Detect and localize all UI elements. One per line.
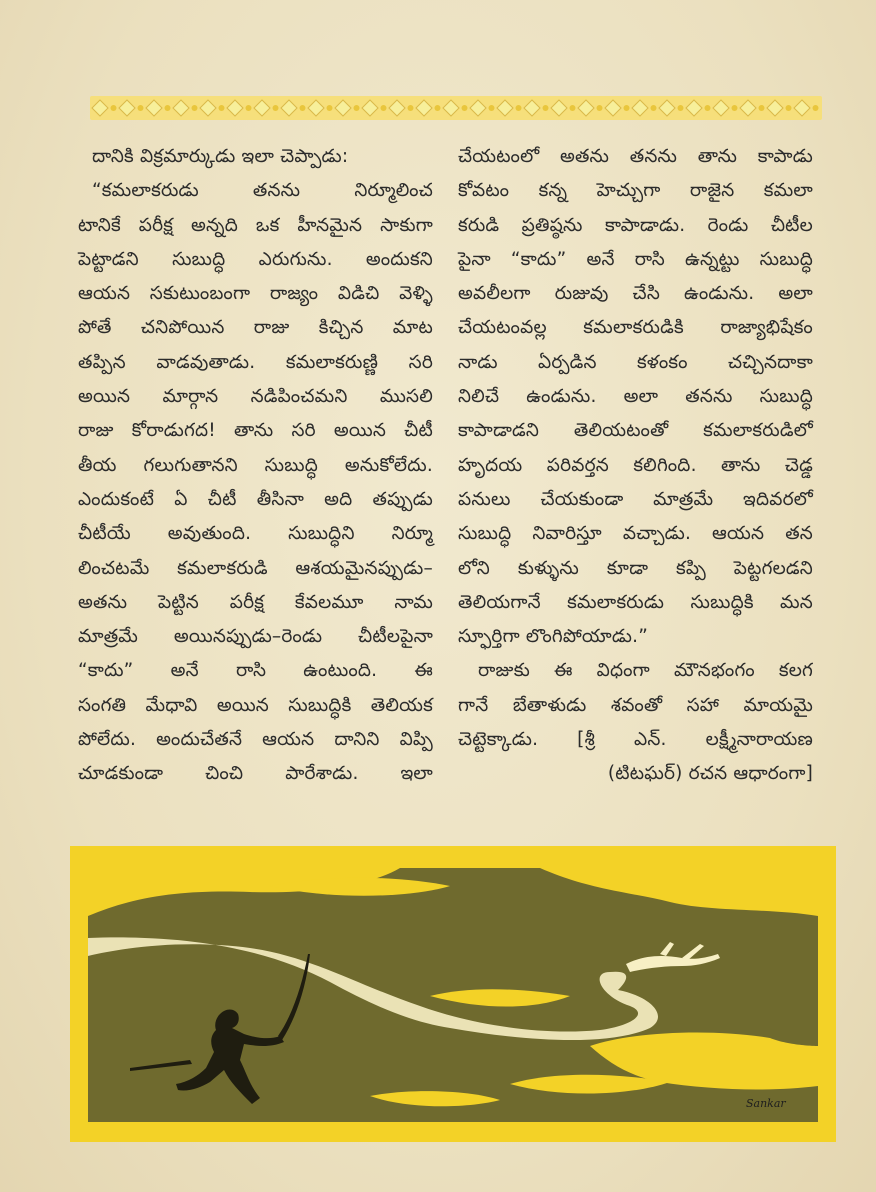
text-line: పెట్టాడని సుబుద్ధి ఎరుగును. అందుకని <box>78 248 433 270</box>
text-line: “కమలాకరుడు తనను నిర్మూలించ <box>92 180 433 202</box>
border-diamond <box>119 100 135 116</box>
border-dot <box>624 105 630 111</box>
illustration-art <box>70 846 836 1142</box>
text-line: పనులు చేయకుండా మాత్రమే ఇదివరలో <box>458 488 813 510</box>
border-diamond <box>740 100 756 116</box>
border-diamond <box>794 100 810 116</box>
text-line: “కాదు” అనే రాసి ఉంటుంది. ఈ <box>78 660 433 682</box>
border-diamond <box>281 100 297 116</box>
border-dot <box>219 105 225 111</box>
border-diamond <box>200 100 216 116</box>
border-dot <box>651 105 657 111</box>
border-dot <box>246 105 252 111</box>
border-dot <box>165 105 171 111</box>
left-text-column <box>78 140 433 792</box>
text-line: తెలియగానే కమలాకరుడు సుబుద్ధికి మన <box>458 591 813 613</box>
border-diamond <box>389 100 405 116</box>
border-dot <box>354 105 360 111</box>
border-diamond <box>173 100 189 116</box>
text-line: అయిన మార్గాన నడిపించమని ముసలి <box>78 386 433 408</box>
text-line: నాడు ఏర్పడిన కళంకం చచ్చినదాకా <box>458 351 813 373</box>
decorative-border <box>90 96 822 120</box>
text-line: తప్పిన వాడవుతాడు. కమలాకరుణ్ణి సరి <box>78 351 433 373</box>
text-line: అతను పెట్టిన పరీక్ష కేవలమూ నామ <box>78 591 433 613</box>
border-dot <box>759 105 765 111</box>
text-line: ఎందుకంటే ఏ చీటీ తీసినా అది తప్పుడు <box>78 488 433 510</box>
border-dot <box>543 105 549 111</box>
border-diamond <box>524 100 540 116</box>
border-dot <box>273 105 279 111</box>
border-diamond <box>227 100 243 116</box>
border-diamond <box>308 100 324 116</box>
border-dot <box>138 105 144 111</box>
text-line: సుబుద్ధి నివారిస్తూ వచ్చాడు. ఆయన తన <box>458 523 813 545</box>
border-dot <box>570 105 576 111</box>
border-dot <box>813 105 819 111</box>
border-diamond <box>146 100 162 116</box>
border-diamond <box>362 100 378 116</box>
text-line: గానే బేతాళుడు శవంతో సహా మాయమై <box>458 694 813 716</box>
text-line: మాత్రమే అయినప్పుడు–రెండు చీటీలపైనా <box>78 626 433 648</box>
text-line: కాపాడాడని తెలియటంతో కమలాకరుడిలో <box>458 420 813 442</box>
text-line: లోని కుళ్ళును కూడా కప్పి పెట్టగలడని <box>458 557 813 579</box>
text-line: రాజు కోరాడుగద! తాను సరి అయిన చీటీ <box>78 420 433 442</box>
border-dot <box>678 105 684 111</box>
text-line: కరుడి ప్రతిష్ఠను కాపాడాడు. రెండు చీటీల <box>458 214 813 236</box>
border-dot <box>381 105 387 111</box>
border-diamond <box>686 100 702 116</box>
text-line: పైనా “కాదు” అనే రాసి ఉన్నట్టు సుబుద్ధి <box>458 248 813 270</box>
illustration-panel <box>70 846 836 1142</box>
text-line: చూడకుండా చించి పారేశాడు. ఇలా <box>78 763 433 785</box>
border-diamond <box>254 100 270 116</box>
border-diamond <box>713 100 729 116</box>
border-diamond <box>578 100 594 116</box>
text-line: అవలీలగా రుజువు చేసి ఉండును. అలా <box>458 283 813 305</box>
border-diamond <box>632 100 648 116</box>
border-dot <box>597 105 603 111</box>
text-line: చీటీయే అవుతుంది. సుబుద్ధిని నిర్మూ <box>78 523 433 545</box>
border-diamond <box>416 100 432 116</box>
text-line: స్ఫూర్తిగా లొంగిపోయాడు.” <box>458 626 649 648</box>
border-diamond <box>470 100 486 116</box>
text-line: రాజుకు ఈ విధంగా మౌనభంగం కలగ <box>478 660 813 682</box>
text-line: సంగతి మేధావి అయిన సుబుద్ధికి తెలియక <box>78 694 433 716</box>
border-dot <box>516 105 522 111</box>
border-dot <box>732 105 738 111</box>
text-line: లించటమే కమలాకరుడి ఆశయమైనప్పుడు– <box>78 557 433 579</box>
border-dot <box>435 105 441 111</box>
text-line: హృదయ పరివర్తన కలిగింది. తాను చెడ్డ <box>458 454 813 476</box>
artist-signature: Sankar <box>746 1097 786 1110</box>
border-diamond <box>92 100 108 116</box>
text-line: నిలిచే ఉండును. అలా తనను సుబుద్ధి <box>458 386 813 408</box>
text-line: చేయటంవల్ల కమలాకరుడికి రాజ్యాభిషేకం <box>458 317 813 339</box>
border-dot <box>705 105 711 111</box>
border-dot <box>300 105 306 111</box>
border-diamond <box>335 100 351 116</box>
text-line: పోలేదు. అందుచేతనే ఆయన దానిని విప్పి <box>78 729 433 751</box>
text-line: తీయ గలుగుతానని సుబుద్ధి అనుకోలేదు. <box>78 454 433 476</box>
text-line: ఆయన సకుటుంబంగా రాజ్యం విడిచి వెళ్ళి <box>78 283 433 305</box>
border-diamond <box>443 100 459 116</box>
border-dot <box>111 105 117 111</box>
border-diamond <box>659 100 675 116</box>
border-dot <box>192 105 198 111</box>
border-dot <box>489 105 495 111</box>
right-text-column <box>458 140 813 792</box>
text-line: (టిటఘర్) రచన ఆధారంగా] <box>607 763 813 785</box>
border-diamond <box>605 100 621 116</box>
border-dot <box>408 105 414 111</box>
border-dot <box>462 105 468 111</box>
border-dot <box>786 105 792 111</box>
text-line: టానికే పరీక్ష అన్నది ఒక హీనమైన సాకుగా <box>78 214 433 236</box>
border-dot <box>327 105 333 111</box>
text-line: దానికి విక్రమార్కుడు ఇలా చెప్పాడు: <box>92 146 349 167</box>
border-diamond <box>767 100 783 116</box>
text-line: చేయటంలో అతను తనను తాను కాపాడు <box>458 146 813 167</box>
border-diamond <box>497 100 513 116</box>
text-line: కోవటం కన్న హెచ్చుగా రాజైన కమలా <box>458 180 813 202</box>
border-diamond <box>551 100 567 116</box>
text-line: పోతే చనిపోయిన రాజు కిచ్చిన మాట <box>78 317 433 339</box>
text-line: చెట్టెక్కాడు. [శ్రీ ఎన్. లక్ష్మీనారాయణ <box>458 729 813 751</box>
